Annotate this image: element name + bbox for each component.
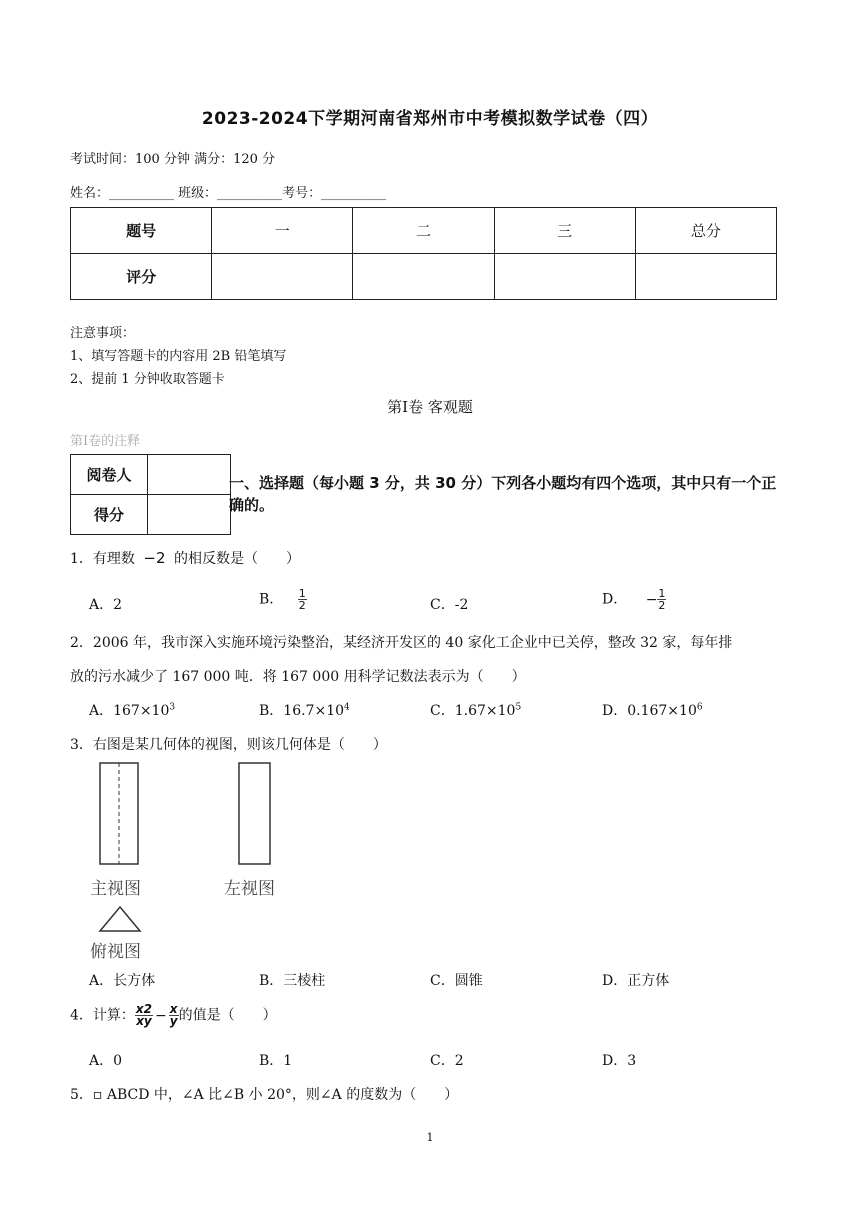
q1-option-d xyxy=(602,588,666,611)
option-text: D．0.167×10 xyxy=(602,703,697,719)
option-label: D． xyxy=(602,591,628,608)
notes-heading: 注意事项： xyxy=(70,326,136,341)
left-view-label: 左视图 xyxy=(224,879,275,899)
numerator: x2 xyxy=(135,1002,153,1016)
reviewer-label: 阅卷人 xyxy=(71,455,148,495)
q4-option-b: B．1 xyxy=(259,1053,293,1069)
notes-item: 1、填写答题卡的内容用 2B 铅笔填写 xyxy=(70,349,287,364)
question-2-line: 放的污水减少了 167 000 吨．将 167 000 用科学记数法表示为（ ） xyxy=(70,669,526,685)
part-title: 第Ⅰ卷 客观题 xyxy=(387,398,473,416)
score-cell: 三 xyxy=(494,208,635,254)
q4-option-d: D．3 xyxy=(602,1053,637,1069)
score-label: 得分 xyxy=(71,495,148,535)
left-view-rect xyxy=(239,763,270,864)
exponent: 6 xyxy=(696,702,703,713)
numerator: x xyxy=(169,1002,178,1016)
reviewer-cell xyxy=(148,455,231,495)
score-cell: 评分 xyxy=(71,254,212,300)
denominator: xy xyxy=(136,1014,152,1028)
q3-option-b: B．三棱柱 xyxy=(259,973,326,989)
numerator: 1 xyxy=(658,587,666,600)
score-cell: 二 xyxy=(353,208,494,254)
notes-item: 2、提前 1 分钟收取答题卡 xyxy=(70,372,225,387)
page-number: 1 xyxy=(426,1131,434,1144)
score-cell xyxy=(353,254,494,300)
option-text: B．16.7×10 xyxy=(259,703,345,719)
student-info: 姓名：__________ 班级：__________考号：__________ xyxy=(70,186,387,201)
q2-option-b xyxy=(259,700,350,720)
question-1-text: 1．有理数 xyxy=(70,551,135,567)
front-view-label: 主视图 xyxy=(90,879,141,899)
denominator: y xyxy=(169,1014,178,1028)
fraction xyxy=(298,588,307,611)
score-table-score-row xyxy=(71,254,777,300)
score-cell: 一 xyxy=(212,208,353,254)
top-view-label: 俯视图 xyxy=(90,942,141,962)
score-cell: 总分 xyxy=(635,208,776,254)
score-value-cell xyxy=(148,495,231,535)
question-4-stem xyxy=(70,1004,277,1027)
score-cell xyxy=(635,254,776,300)
question-1-stem xyxy=(70,548,300,568)
q4-option-c: C．2 xyxy=(430,1053,464,1069)
score-table xyxy=(70,207,777,300)
exponent: 5 xyxy=(515,702,522,713)
section-heading: 一、选择题（每小题 3 分，共 30 分）下列各小题均有四个选项，其中只有一个正确的。 xyxy=(229,474,777,514)
numerator: 1 xyxy=(298,587,306,600)
fraction xyxy=(169,1004,179,1027)
question-5-stem: 5．▫ ABCD 中，∠A 比∠B 小 20°，则∠A 的度数为（ ） xyxy=(70,1087,459,1103)
q3-option-a: A．长方体 xyxy=(89,973,156,989)
three-view-figure xyxy=(88,760,298,960)
question-3-stem: 3．右图是某几何体的视图，则该几何体是（ ） xyxy=(70,737,387,753)
q3-option-d: D．正方体 xyxy=(602,973,670,989)
q1-option-a: A．2 xyxy=(89,597,123,613)
q4-option-a: A．0 xyxy=(89,1053,123,1069)
exam-info: 考试时间：100 分钟 满分：120 分 xyxy=(70,152,276,167)
question-1-text: 的相反数是（ ） xyxy=(173,551,300,567)
score-cell xyxy=(212,254,353,300)
part-note: 第Ⅰ卷的注释 xyxy=(70,434,141,449)
grader-table xyxy=(70,454,231,535)
minus-sign: − xyxy=(645,591,658,608)
q2-option-a xyxy=(89,700,175,720)
denominator: 2 xyxy=(298,599,306,612)
question-4-text: 4．计算： xyxy=(70,1007,135,1024)
q1-option-b xyxy=(259,588,307,611)
exponent: 4 xyxy=(344,702,350,713)
q1-option-c: C．-2 xyxy=(430,597,469,613)
top-view-triangle xyxy=(100,907,140,931)
q2-option-c xyxy=(430,700,521,720)
q3-option-c: C．圆锥 xyxy=(430,973,483,989)
minus-sign: − xyxy=(155,1007,167,1024)
page-title: 2023-2024下学期河南省郑州市中考模拟数学试卷（四） xyxy=(201,109,659,129)
exponent: 3 xyxy=(169,702,176,713)
option-text: C．1.67×10 xyxy=(430,703,516,719)
fraction xyxy=(657,588,666,611)
question-1-expr: −2 xyxy=(143,549,166,567)
q2-option-d xyxy=(602,700,703,720)
fraction xyxy=(135,1004,153,1027)
score-cell: 题号 xyxy=(71,208,212,254)
question-4-text: 的值是（ ） xyxy=(178,1007,277,1024)
option-text: A．167×10 xyxy=(89,703,170,719)
question-2-line: 2．2006 年，我市深入实施环境污染整治，某经济开发区的 40 家化工企业中已关停，整改 32 家，每年排 xyxy=(70,635,733,651)
score-cell xyxy=(494,254,635,300)
denominator: 2 xyxy=(658,599,666,612)
option-label: B． xyxy=(259,591,284,608)
score-table-header-row xyxy=(71,208,777,254)
